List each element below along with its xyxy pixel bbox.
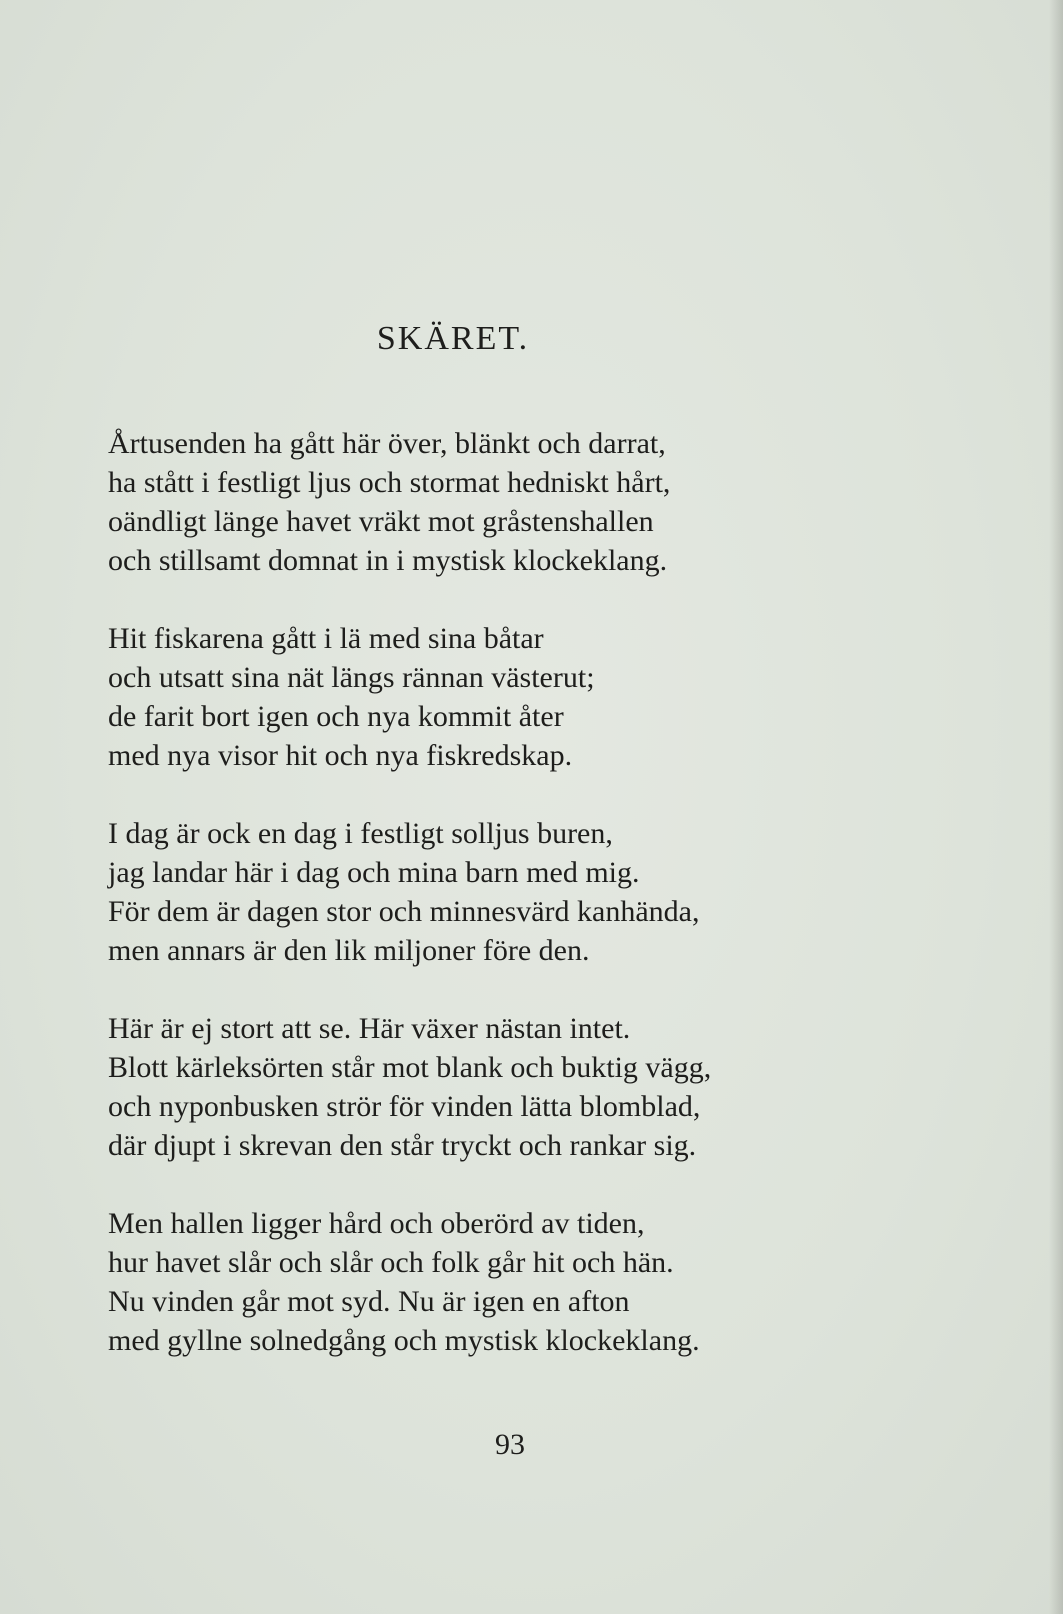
stanza-2 — [108, 619, 888, 775]
poem-line: med gyllne solnedgång och mystisk klockeklang. — [108, 1324, 700, 1357]
stanza-5 — [108, 1204, 888, 1360]
poem-line: Årtusenden ha gått här över, blänkt och darrat, — [108, 427, 666, 460]
stanza-3 — [108, 814, 888, 970]
poem-line: Men hallen ligger hård och oberörd av tiden, — [108, 1207, 645, 1240]
page-edge-shadow — [1049, 0, 1063, 1614]
poem-line: och utsatt sina nät längs rännan västerut; — [108, 661, 595, 694]
poem-body — [108, 424, 888, 1399]
poem-line: med nya visor hit och nya fiskredskap. — [108, 739, 573, 772]
poem-line: jag landar här i dag och mina barn med mig. — [108, 856, 640, 889]
poem-line: men annars är den lik miljoner före den. — [108, 934, 590, 967]
stanza-4 — [108, 1009, 888, 1165]
poem-line: Blott kärleksörten står mot blank och buktig vägg, — [108, 1051, 712, 1084]
poem-title: SKÄRET. — [376, 320, 530, 357]
poem-line: hur havet slår och slår och folk går hit och hän. — [108, 1246, 674, 1279]
poem-line: och stillsamt domnat in i mystisk klockeklang. — [108, 544, 668, 577]
poem-line: och nyponbusken strör för vinden lätta blomblad, — [108, 1090, 701, 1123]
page-number: 93 — [495, 1428, 525, 1461]
poem-line: Nu vinden går mot syd. Nu är igen en afton — [108, 1285, 630, 1318]
poem-line: där djupt i skrevan den står tryckt och rankar sig. — [108, 1129, 697, 1162]
poem-line: ha stått i festligt ljus och stormat hedniskt hårt, — [108, 466, 671, 499]
poem-line: I dag är ock en dag i festligt solljus buren, — [108, 817, 613, 850]
poem-line: de farit bort igen och nya kommit åter — [108, 700, 564, 733]
poem-line: oändligt länge havet vräkt mot gråstenshallen — [108, 505, 654, 538]
poem-line: Här är ej stort att se. Här växer nästan intet. — [108, 1012, 631, 1045]
stanza-1 — [108, 424, 888, 580]
poem-line: Hit fiskarena gått i lä med sina båtar — [108, 622, 544, 655]
poem-line: För dem är dagen stor och minnesvärd kanhända, — [108, 895, 700, 928]
